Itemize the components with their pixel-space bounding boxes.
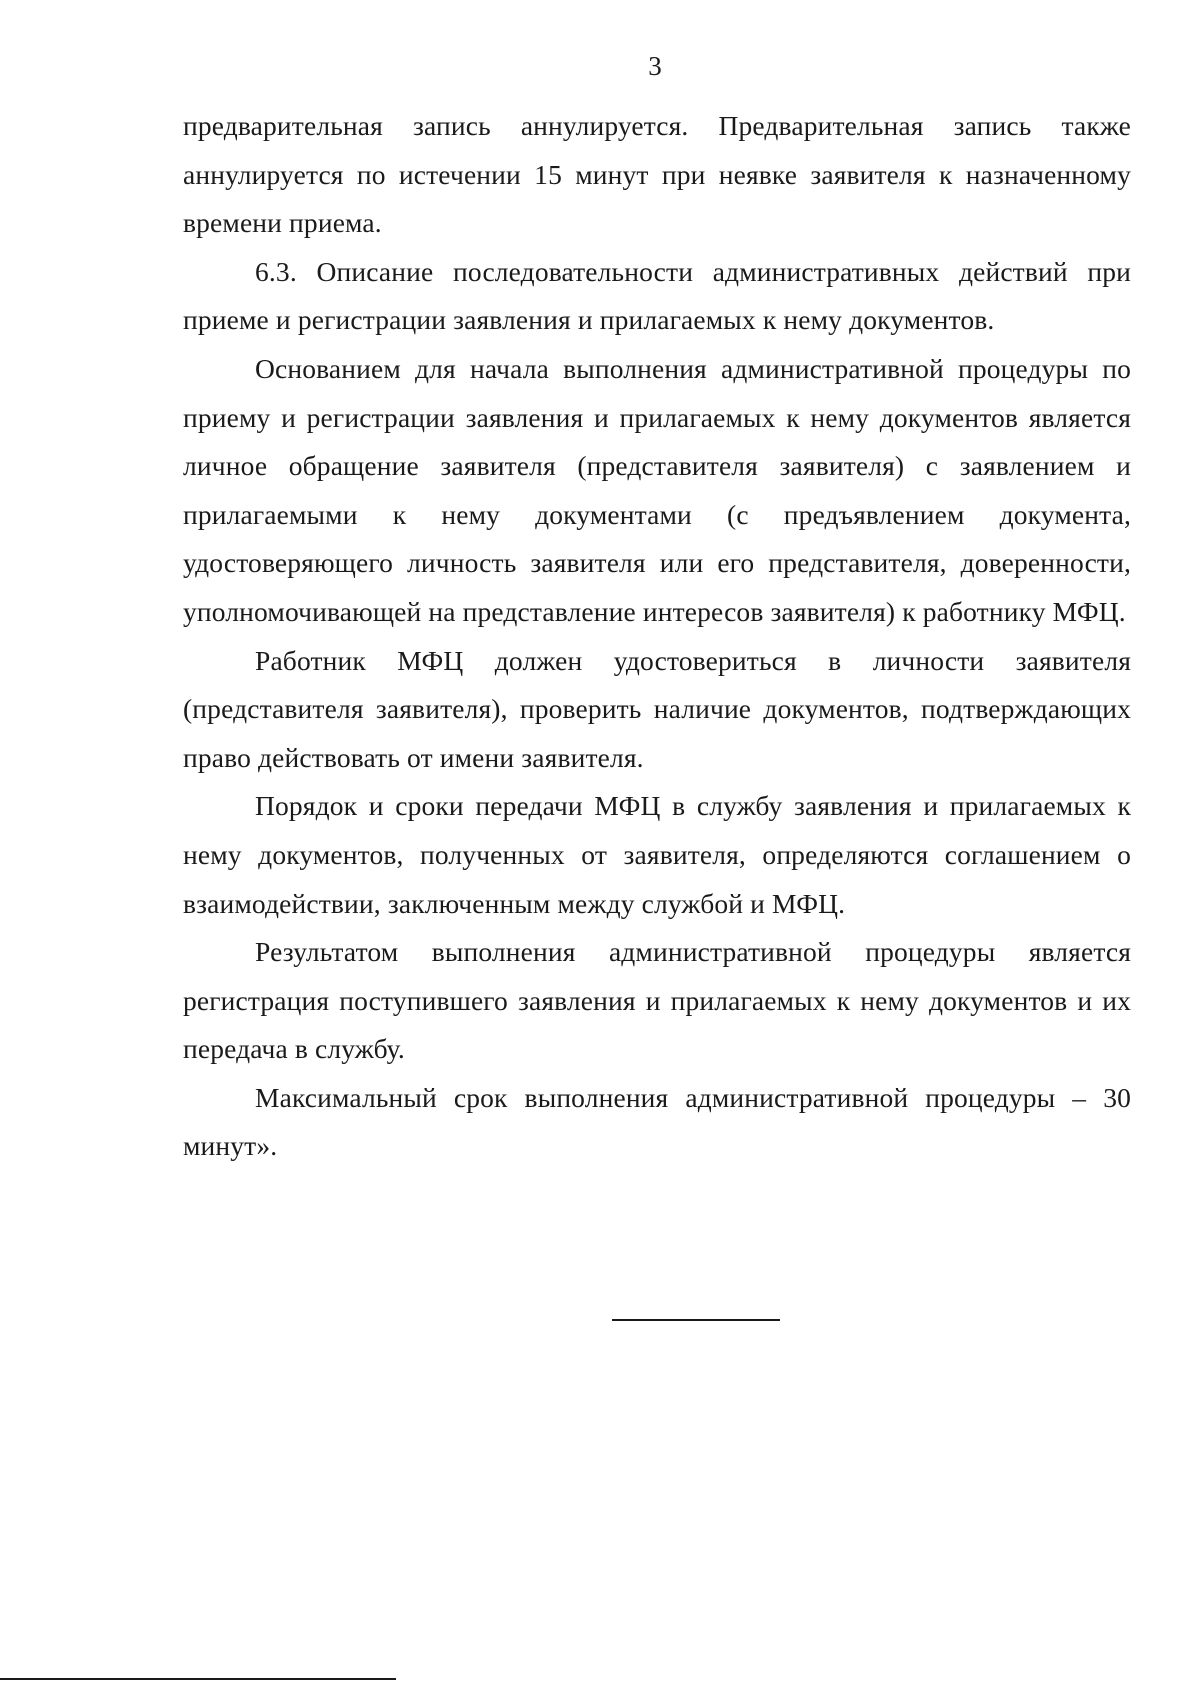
- paragraph-continuation: предварительная запись аннулируется. Предварительная запись также аннулируется по истечении 15 минут при неявке заявителя к назначенному времени приема.: [183, 110, 1131, 239]
- paragraph-result: Результатом выполнения административной процедуры является регистрация поступившего заявления и прилагаемых к нему документов и их передача в службу.: [183, 936, 1131, 1065]
- paragraph-transfer-order: Порядок и сроки передачи МФЦ в службу заявления и прилагаемых к нему документов, полученных от заявителя, определяются соглашением о взаимодействии, заключенным между службой и МФЦ.: [183, 790, 1131, 919]
- footer-divider: [0, 1678, 396, 1680]
- paragraph-section-6-3: 6.3. Описание последовательности административных действий при приеме и регистрации заявления и прилагаемых к нему документов.: [183, 255, 1131, 336]
- end-of-text-divider: [612, 1319, 780, 1321]
- paragraph-max-term: Максимальный срок выполнения административной процедуры – 30 минут».: [183, 1081, 1131, 1162]
- page-number: 3: [648, 51, 662, 81]
- paragraph-worker-check: Работник МФЦ должен удостовериться в личности заявителя (представителя заявителя), проверить наличие документов, подтверждающих право действовать от имени заявителя.: [183, 644, 1131, 773]
- document-body: [183, 102, 1131, 1171]
- paragraph-basis: Основанием для начала выполнения административной процедуры по приему и регистрации заявления и прилагаемых к нему документов является личное обращение заявителя (представителя заявителя) с заявлением и прилагаемыми к нему документами (с предъявлением документа, удостоверяющего личность заявителя или его представителя, доверенности, уполномочивающей на представление интересов заявителя) к работнику МФЦ.: [183, 352, 1131, 627]
